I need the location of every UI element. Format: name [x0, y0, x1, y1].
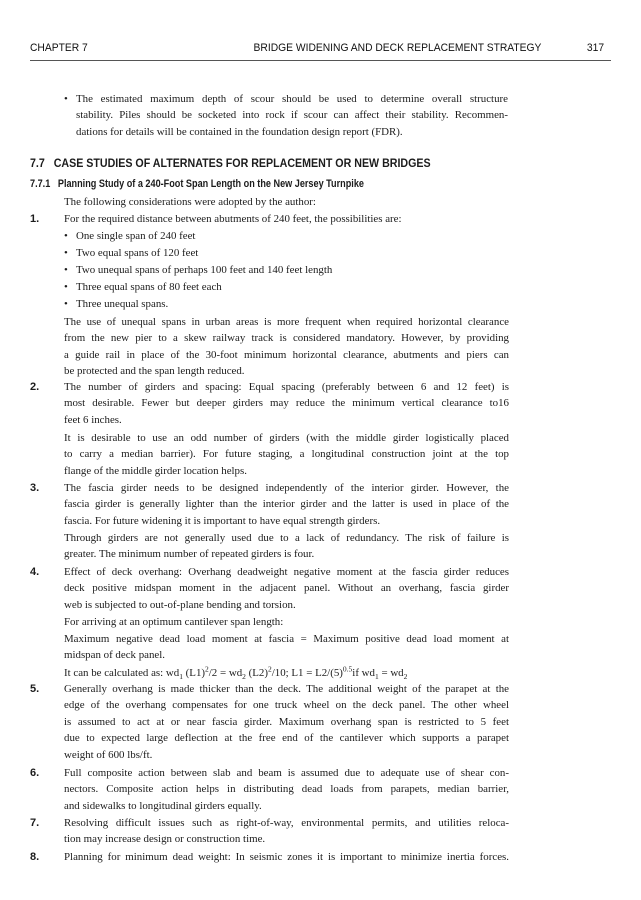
- header-rule: [30, 60, 611, 61]
- section-heading: [30, 155, 431, 171]
- bullet-dot: •: [64, 281, 68, 293]
- item-number: 4.: [30, 566, 40, 578]
- item-number: 2.: [30, 381, 40, 393]
- text-line: is assumed to act at or near fascia girder. Maximum overhang span is restricted to 5 feet: [64, 715, 509, 728]
- text-line: Maximum negative dead load moment at fascia = Maximum positive dead load moment at: [64, 633, 509, 645]
- text-line: The use of unequal spans in urban areas is more frequent when required horizontal clearance: [64, 316, 509, 328]
- text-line: deck positive midspan moment in the adjacent panel. Without an overhang, fascia girder: [64, 582, 509, 595]
- text-line: It is desirable to use an odd number of girders (with the middle girder logistically placed: [64, 432, 509, 444]
- formula-part: if wd: [352, 667, 375, 679]
- text-line: web is subjected to out-of-plane bending and torsion.: [64, 598, 296, 611]
- bullet-dot: •: [64, 230, 68, 242]
- formula-part: /2 = wd: [208, 667, 243, 679]
- item-number: 8.: [30, 851, 40, 863]
- item-4-paragraph-3: [64, 631, 509, 664]
- formula-part: /10; L1 = L2/(5): [271, 667, 343, 679]
- text-line: edge of the overhang compensates for one truck wheel on the deck panel. The other wheel: [64, 699, 509, 712]
- formula-superscript: 2: [205, 664, 209, 674]
- text-line: most desirable. Fewer but deeper girders may reduce the minimum vertical clearance to16: [64, 397, 509, 410]
- item-number: 5.: [30, 683, 40, 695]
- item-3-paragraph-1: [64, 480, 509, 529]
- text-line: Resolving difficult issues such as right-of-way, environmental permits, and utilities reloca-: [64, 817, 509, 829]
- intro-line: stability. Piles should be socketed into rock if scour can affect their stability. Recommen-: [76, 109, 508, 122]
- item-2-paragraph-1: [64, 379, 509, 428]
- formula-part: (L2): [245, 667, 268, 679]
- span-option-text: Three unequal spans.: [76, 298, 169, 310]
- formula-superscript: 0.5: [342, 664, 353, 674]
- bullet-dot: •: [64, 247, 68, 259]
- text-line: weight of 600 lbs/ft.: [64, 748, 153, 761]
- bullet-dot: •: [64, 93, 68, 105]
- text-line: due to expected large deflection at the free end of the cantilever which supports a parapet: [64, 732, 509, 745]
- text-line: tion may increase design or construction time.: [64, 833, 266, 846]
- text-line: fascia. For future widening it is important to have equal strength girders.: [64, 514, 381, 527]
- running-title: BRIDGE WIDENING AND DECK REPLACEMENT STRATEGY: [253, 42, 542, 54]
- page-number: 317: [586, 42, 605, 54]
- text-line: be protected and the span length reduced.: [64, 365, 245, 378]
- bullet-dot: •: [64, 298, 68, 310]
- chapter-label: CHAPTER 7: [30, 42, 88, 54]
- item-4-paragraph-2: For arriving at an optimum cantilever span length:: [64, 616, 284, 628]
- item-7-paragraph: [64, 815, 509, 848]
- formula-part: (L1): [182, 667, 206, 679]
- span-option-text: Three equal spans of 80 feet each: [76, 281, 222, 293]
- span-option-text: Two unequal spans of perhaps 100 feet and 140 feet length: [76, 264, 333, 276]
- text-line: The number of girders and spacing: Equal spacing (preferably between 6 and 12 feet) is: [64, 381, 509, 393]
- item-1-paragraph: [64, 314, 509, 380]
- text-line: to carry a median barrier). For future staging, a longitudinal construction joint at the top: [64, 448, 509, 461]
- bullet-dot: •: [64, 264, 68, 276]
- text-line: Through girders are not generally used due to a lack of redundancy. The risk of failure is: [64, 532, 509, 544]
- item-number: 3.: [30, 482, 40, 494]
- subsection-title: Planning Study of a 240-Foot Span Length on the New Jersey Turnpike: [57, 178, 364, 190]
- formula-part: It can be calculated as: wd: [64, 667, 180, 679]
- item-1-text: For the required distance between abutments of 240 feet, the possibilities are:: [64, 213, 402, 225]
- item-number: 7.: [30, 817, 40, 829]
- text-line: greater. The minimum number of repeated girders is four.: [64, 548, 315, 561]
- text-line: flange of the middle girder location helps.: [64, 464, 247, 477]
- item-number: 6.: [30, 767, 40, 779]
- subsection-number: 7.7.1: [30, 178, 51, 190]
- span-option-text: One single span of 240 feet: [76, 230, 196, 242]
- text-line: a guide rail in place of the 30-foot minimum horizontal clearance, abutments and piers can: [64, 348, 509, 361]
- item-4-paragraph-1: [64, 564, 509, 613]
- text-line: The fascia girder needs to be designed independently of the interior girder. However, the: [64, 482, 509, 494]
- formula-subscript: 1: [374, 672, 379, 682]
- text-line: from the new pier to a skew railway track is considered mandatory. However, by providing: [64, 332, 509, 345]
- section-number: 7.7: [30, 156, 45, 170]
- item-6-paragraph: [64, 765, 509, 814]
- formula-part: = wd: [378, 667, 404, 679]
- text-line: nectors. Composite action helps in distributing dead loads from parapets, median barrier,: [64, 783, 509, 796]
- text-line: fascia girder is generally lighter than the interior girder and the latter is used in place of the: [64, 498, 509, 511]
- text-line: Effect of deck overhang: Overhang deadweight negative moment at the fascia girder reduces: [64, 566, 509, 578]
- item-2-paragraph-2: [64, 430, 509, 479]
- text-line: Full composite action between slab and beam is assumed due to adequate use of shear con-: [64, 767, 509, 779]
- intro-line: dations for details will be contained in the foundation design report (FDR).: [76, 125, 403, 138]
- lead-paragraph: The following considerations were adopted by the author:: [64, 196, 316, 208]
- item-4-formula: [64, 665, 509, 681]
- subsection-heading: [30, 176, 364, 192]
- formula-subscript: 2: [242, 672, 246, 682]
- text-line: Generally overhang is made thicker than the deck. The additional weight of the parapet at the: [64, 683, 509, 695]
- item-5-paragraph: [64, 681, 509, 763]
- span-option-text: Two equal spans of 120 feet: [76, 247, 199, 259]
- text-line: Planning for minimum dead weight: In seismic zones it is important to minimize inertia forces.: [64, 851, 509, 863]
- item-8-paragraph: [64, 849, 509, 865]
- intro-line: The estimated maximum depth of scour should be used to determine overall structure: [76, 93, 508, 105]
- formula-subscript: 1: [179, 672, 183, 682]
- running-header: [30, 42, 605, 58]
- formula-subscript: 2: [403, 672, 408, 682]
- formula-superscript: 2: [267, 664, 272, 674]
- text-line: and sidewalks to longitudinal girders equally.: [64, 799, 262, 812]
- text-line: midspan of deck panel.: [64, 649, 166, 662]
- item-3-paragraph-2: [64, 530, 509, 563]
- text-line: feet 6 inches.: [64, 413, 122, 426]
- section-title: CASE STUDIES OF ALTERNATES FOR REPLACEMENT OR NEW BRIDGES: [53, 156, 431, 170]
- item-number: 1.: [30, 213, 40, 225]
